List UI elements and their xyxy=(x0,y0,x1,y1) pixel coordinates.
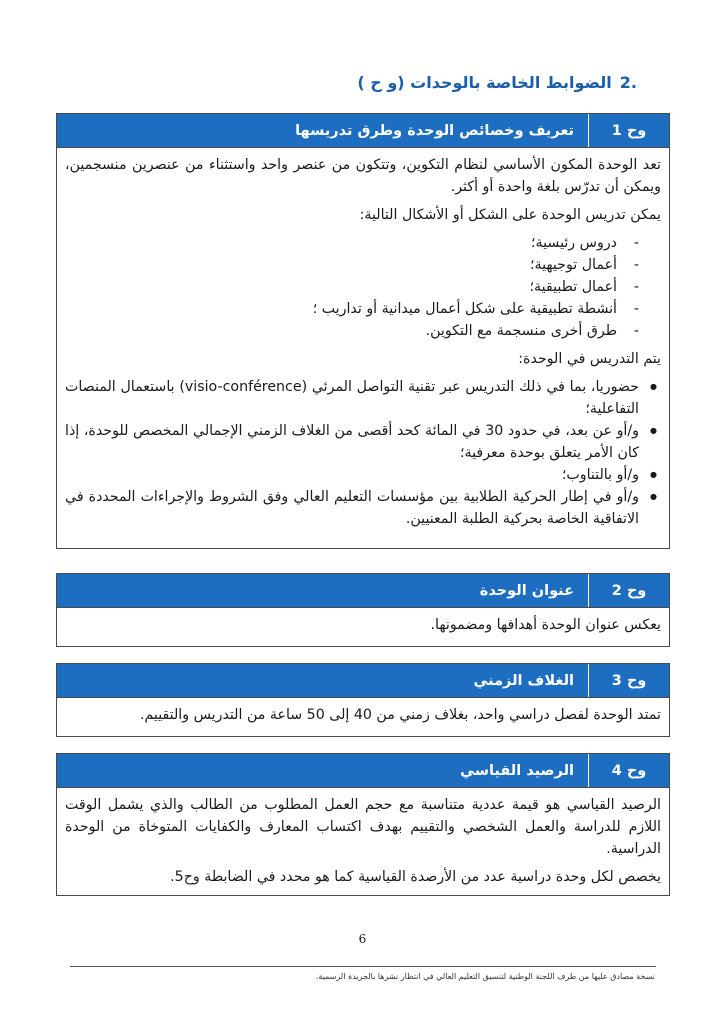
section-title xyxy=(357,73,637,92)
card-heading: الغلاف الزمني xyxy=(473,672,574,689)
section-title-text: الضوابط الخاصة بالوحدات (و ح ) xyxy=(357,73,612,92)
paragraph: يعكس عنوان الوحدة أهدافها ومضمونها. xyxy=(430,617,661,633)
footer-divider xyxy=(70,966,656,967)
card-header xyxy=(57,574,669,608)
card-code: وح 3 xyxy=(588,664,669,697)
paragraph: يخصص لكل وحدة دراسية عدد من الأرصدة القياسية كما هو محدد في الضابطة وح5. xyxy=(170,869,661,885)
list-item: - أعمال تطبيقية؛ xyxy=(65,276,661,298)
card-body xyxy=(57,698,669,732)
section-number: .2 xyxy=(619,73,637,92)
list-item: - دروس رئيسية؛ xyxy=(65,232,661,254)
list-item: ● حضوريا، بما في ذلك التدريس عبر تقنية التواصل المرئي (visio-conférence) باستعمال المنصات التفاعلية؛ xyxy=(65,376,661,420)
credit-card xyxy=(56,753,670,896)
teaching-forms-list xyxy=(65,232,661,342)
card-header xyxy=(57,114,669,148)
paragraph: تعد الوحدة المكون الأساسي لنظام التكوين، وتتكون من عنصر واحد واستثناء من عنصرين منسجمين، ويمكن أن تدرّس بلغة واحدة أو أكثر. xyxy=(65,157,661,195)
card-header xyxy=(57,754,669,788)
footer-note: نسخة مصادق عليها من طرف اللجنة الوطنية لتنسيق التعليم العالي في انتظار نشرها بالجريدة الرسمية. xyxy=(315,972,655,981)
card-code: وح 1 xyxy=(588,114,669,147)
card-body xyxy=(57,788,669,894)
list-item: ● و/أو في إطار الحركية الطلابية بين مؤسسات التعليم العالي وفق الشروط والإجراءات المحددة في الاتفاقية الخاصة بحركية الطلبة المعنيين. xyxy=(65,486,661,530)
paragraph: الرصيد القياسي هو قيمة عددية متناسبة مع حجم العمل المطلوب من الطالب والذي يشمل الوقت اللازم للدراسة والعمل الشخصي والتقييم بهدف اكتساب المعارف والكفايات المتوخاة من الوحدة الدراسية. xyxy=(65,797,661,857)
card-body xyxy=(57,148,669,542)
unit-definition-card xyxy=(56,113,670,549)
page-number: 6 xyxy=(358,932,367,946)
list-item: ● و/أو عن بعد، في حدود 30 في المائة كحد أقصى من الغلاف الزمني الإجمالي المخصص للوحدة، إذا كان الأمر يتعلق بوحدة معرفية؛ xyxy=(65,420,661,464)
paragraph: يمكن تدريس الوحدة على الشكل أو الأشكال التالية: xyxy=(359,207,661,223)
time-allocation-card xyxy=(56,663,670,737)
card-heading: عنوان الوحدة xyxy=(479,582,574,599)
list-item: - طرق أخرى منسجمة مع التكوين. xyxy=(65,320,661,342)
card-code: وح 2 xyxy=(588,574,669,607)
paragraph: يتم التدريس في الوحدة: xyxy=(518,351,661,367)
list-item: - أعمال توجيهية؛ xyxy=(65,254,661,276)
card-heading: الرصيد القياسي xyxy=(460,762,574,779)
teaching-modes-list xyxy=(65,376,661,530)
card-body xyxy=(57,608,669,642)
list-item: ● و/أو بالتناوب؛ xyxy=(65,464,661,486)
unit-title-card xyxy=(56,573,670,647)
paragraph: تمتد الوحدة لفصل دراسي واحد، بغلاف زمني من 40 إلى 50 ساعة من التدريس والتقييم. xyxy=(139,707,661,723)
card-header xyxy=(57,664,669,698)
list-item: - أنشطة تطبيقية على شكل أعمال ميدانية أو تداريب ؛ xyxy=(65,298,661,320)
card-heading: تعريف وخصائص الوحدة وطرق تدريسها xyxy=(295,122,574,139)
card-code: وح 4 xyxy=(588,754,669,787)
